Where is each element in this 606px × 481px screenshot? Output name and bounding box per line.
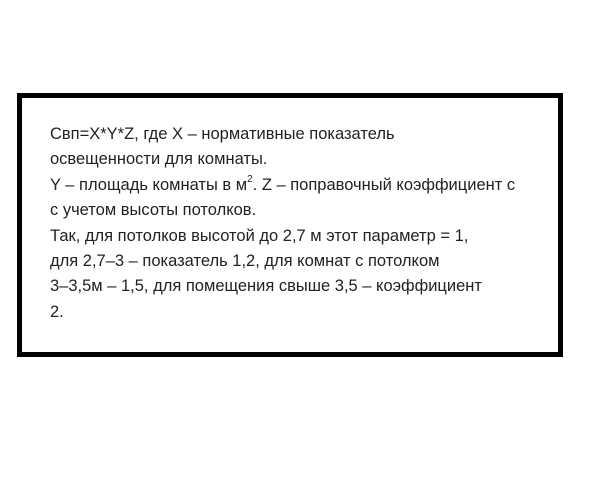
text-line-6: для 2,7–3 – показатель 1,2, для комнат с потолком — [50, 251, 440, 270]
text-line-3-start: Y – площадь комнаты в м — [50, 175, 248, 194]
superscript-2: 2 — [247, 174, 253, 186]
text-line-1: Свп=X*Y*Z, где Х – нормативные показатель — [50, 125, 395, 143]
text-line-4: с учетом высоты потолков. — [50, 201, 257, 220]
text-line-3-end: . Z – поправочный коэффициент с — [252, 175, 516, 194]
text-line-7: 3–3,5м – 1,5, для помещения свыше 3,5 – коэффициент — [50, 277, 482, 296]
text-line-5: Так, для потолков высотой до 2,7 м этот параметр = 1, — [50, 226, 469, 245]
formula-text-block — [50, 122, 563, 325]
text-frame — [17, 93, 563, 357]
text-line-2: освещенности для комнаты. — [50, 150, 268, 169]
text-line-3 — [50, 173, 563, 198]
text-line-8: 2. — [50, 302, 64, 321]
